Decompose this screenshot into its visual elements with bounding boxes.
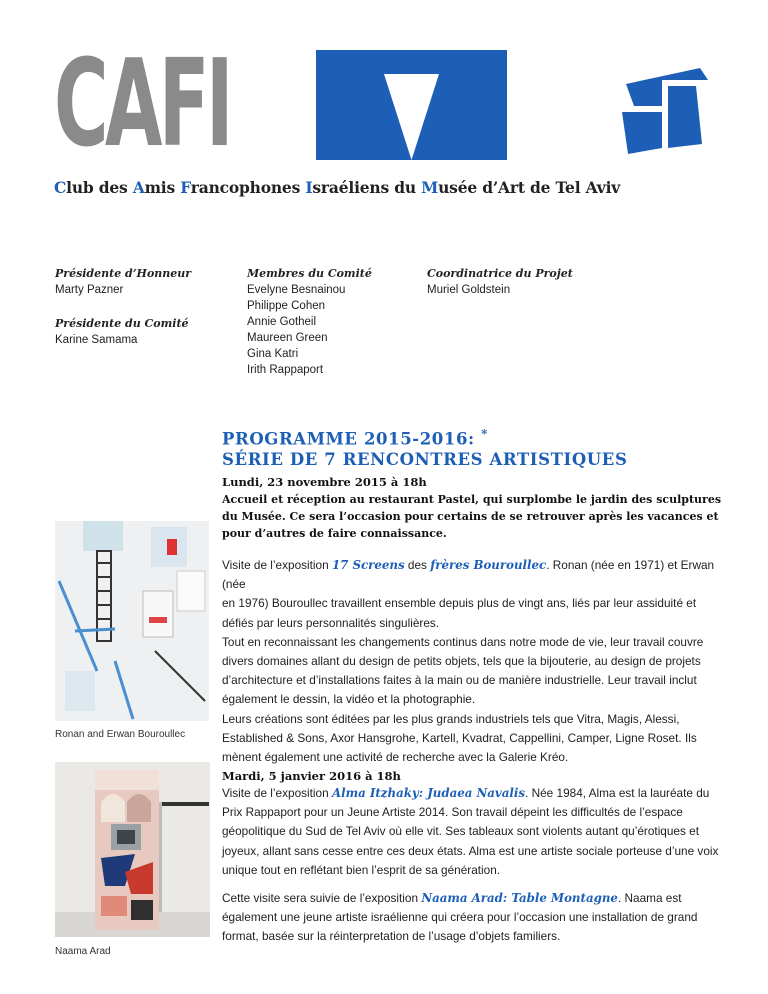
event2-followup: Cette visite sera suivie de l’exposition Naama Arad: Table Montagne. Naama est également une jeune artiste israélienne qui créera pour l’occasion une installation de grand format, basée sur la réinterpretation de l’usage d’objets familiers. [222,889,722,947]
event1-text-line: également le dessin, la vidéo et la photographie. [222,692,476,707]
bouroullec-photo [55,521,209,721]
honorary-president-title: Présidente d’Honneur [55,267,192,280]
event1-text-line: défiés par leurs personnalités singulières. [222,615,440,630]
event1-text-line: en 1976) Bouroullec travaillent ensemble depuis plus de vingt ans, liés par leur assiduité et [222,596,697,611]
star-icon: * [481,427,488,441]
logo-letters-cafi: CAFI [54,35,230,174]
naama-arad-caption: Naama Arad [55,946,111,957]
event2-text-line: géopolitique du Sud de Tel Aviv où elle vit. Ses tableaux sont violents autant qu’érotiques et [222,824,700,839]
event2-description: Visite de l’exposition Alma Itzhaky: Judaea Navalis. Née 1984, Alma est la lauréate du Prix Rappaport pour un Jeune Artiste 2014. Son travail dépeint les difficultés de l’espace géopolitique du Sud de Tel Aviv où elle vit. Ses tableaux sont violents autant qu’érotiques et joyeux, allant sans cesse entre ces deux états. Alma est une artiste sociale porteuse d’une voix unique tout en reflétant bien l’esprit de sa génération. [222,784,722,880]
programme-title-line2: SÉRIE DE 7 RENCONTRES ARTISTIQUES [222,449,628,469]
tagline-segment: C [54,178,67,197]
committee-members-title: Membres du Comité [247,267,372,280]
event2-text-line: joyeux, allant sans cesse entre ces deux états. Alma est une artiste sociale porteuse d’une voix [222,843,719,858]
committee-member-name: Evelyne Besnainou [247,284,346,296]
committee-members [247,266,372,378]
cafim-logo [54,35,338,174]
tagline-segment: sraéliens du [312,178,422,197]
event1-text-line: Leurs créations sont éditées par les plus grands industriels tels que Vitra, Magis, Alessi, [222,711,680,726]
alma-itzhaky-link[interactable]: Alma Itzhaky: Judaea Navalis [331,786,526,800]
tagline-segment: I [305,178,313,197]
event1-intro: Accueil et réception au restaurant Pastel, qui surplombe le jardin des sculptures du Musée. Ce sera l’occasion pour certains de se retrouver après les vacances et pour d’autres de faire connaissance. [222,493,722,540]
programme-title [222,424,627,470]
event1-text-line: divers domaines allant du design de petits objets, tels que la bijouterie, au design de projets [222,654,701,669]
club-tagline [54,178,620,197]
honorary-president-name: Marty Pazner [55,284,124,296]
event2-text-line: Prix Rappaport pour un Jeune Artiste 2014. Son travail dépeint les difficultés de l’espace [222,805,683,820]
tagline-segment: M [421,178,439,197]
coordinator-title: Coordinatrice du Projet [427,267,573,280]
naama-arad-photo [55,762,210,937]
committee-member-name: Irith Rappaport [247,364,324,376]
committee-member-name: Annie Gotheil [247,316,317,328]
naama-arad-link[interactable]: Naama Arad: Table Montagne [421,891,618,905]
bouroullec-caption: Ronan and Erwan Bouroullec [55,729,186,740]
event1-description: Visite de l’exposition 17 Screens des frères Bouroullec. Ronan (née en 1971) et Erwan (née en 1976) Bouroullec travaillent ensemble depuis plus de vingt ans, liés par leur assiduité et défiés par leurs personnalités singulières. Tout en reconnaissant les changements continus dans notre mode de vie, leur travail couvre divers domaines allant du design de petits objets, tels que la bijouterie, au design de projets d’architecture et d’installations faites à la main ou de manière industrielle. Leur travail inclut également le dessin, la vidéo et la photographie. Leurs créations sont éditées par les plus grands industriels tels que Vitra, Magis, Alessi, Established & Sons, Axor Hansgrohe, Kartell, Kvadrat, Cappellini, Camper, Ligne Roset. Ils mènent également une activité de recherche avec la Galerie Kréo. [222,556,722,767]
tagline-segment: rancophones [190,178,306,197]
event1-text-line: d’architecture et d’installations faites à la main ou de manière industrielle. Leur travail inclut [222,673,697,688]
event2-followup-line: format, basée sur la réinterpretation de l’usage d’objets familiers. [222,929,561,944]
event1-text-line: Tout en reconnaissant les changements continus dans notre mode de vie, leur travail couvre [222,634,704,649]
tagline-segment: A [132,178,145,197]
logo-letter-m [316,50,507,160]
committee-president-name: Karine Samama [55,334,138,346]
coordinator-name: Muriel Goldstein [427,284,511,296]
committee-member-name: Gina Katri [247,348,299,360]
committee-member-name: Maureen Green [247,332,328,344]
museum-logo-icon [612,58,716,162]
event1-date: Lundi, 23 novembre 2015 à 18h [222,475,427,489]
project-coordinator [427,266,573,298]
committee-presidents [55,266,191,348]
committee-president-title: Présidente du Comité [55,317,189,330]
event2-text-line: unique tout en reflétant bien l’esprit de sa génération. [222,862,501,877]
freres-bouroullec-link[interactable]: frères Bouroullec [430,558,547,572]
17-screens-link[interactable]: 17 Screens [331,558,405,572]
tagline-segment: F [180,178,191,197]
tagline-segment: usée d’Art de Tel Aviv [438,178,621,197]
committee-member-name: Philippe Cohen [247,300,326,312]
event1-text-line: mènent également une activité de recherche avec la Galerie Kréo. [222,750,569,765]
event2-followup-line: également une jeune artiste israélienne qui créera pour l’occasion une installation de grand [222,910,698,925]
tagline-segment: mis [144,178,181,197]
event1-text-line: Established & Sons, Axor Hansgrohe, Kartell, Kvadrat, Cappellini, Camper, Ligne Roset. Ils [222,730,697,745]
programme-title-line1: PROGRAMME 2015-2016: [222,429,475,449]
tagline-segment: lub des [66,178,133,197]
event2-date: Mardi, 5 janvier 2016 à 18h [222,769,401,783]
